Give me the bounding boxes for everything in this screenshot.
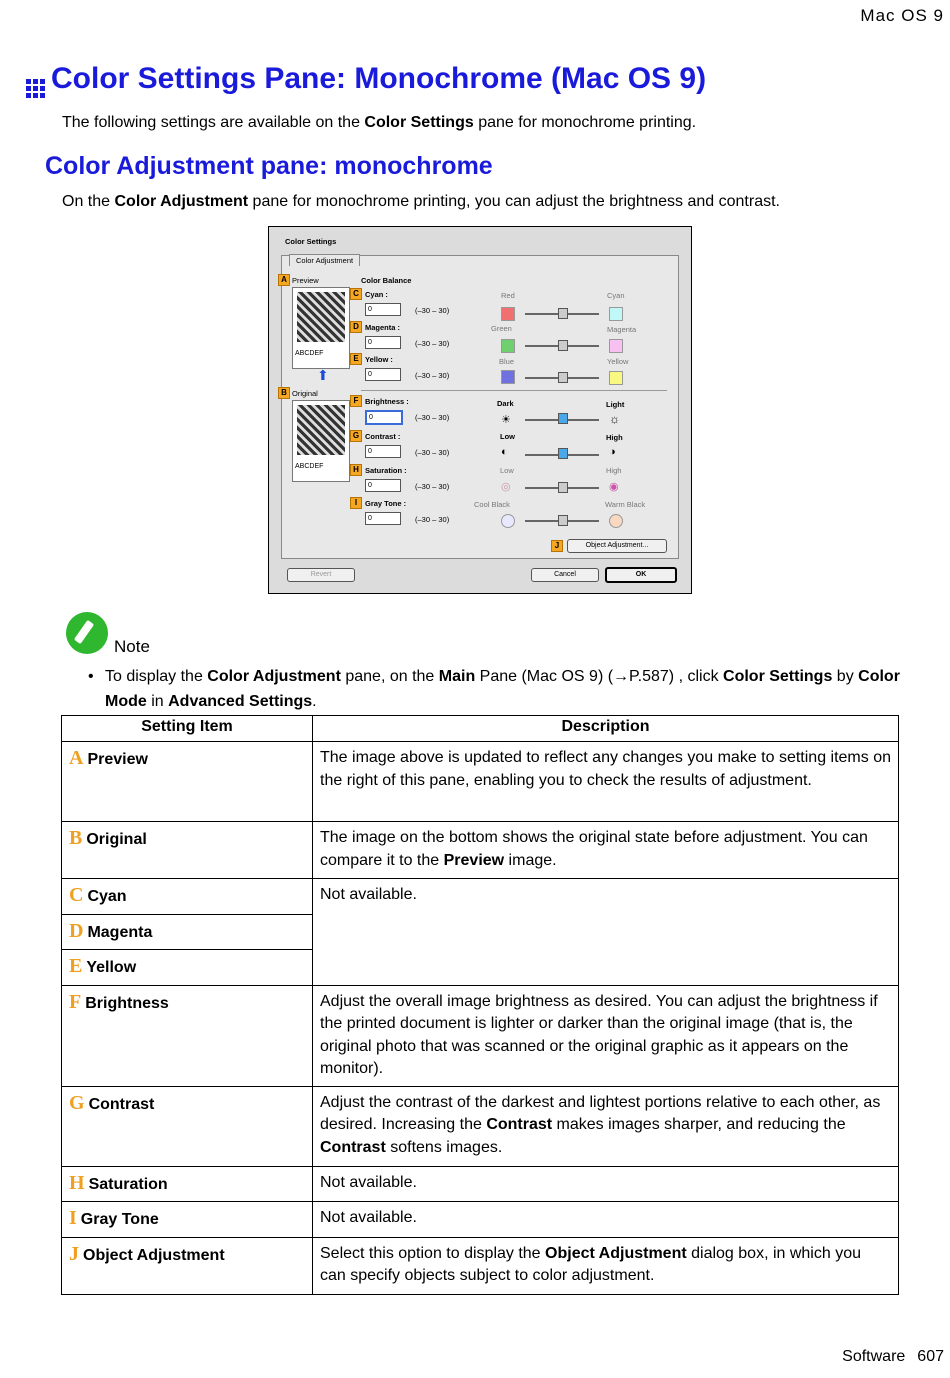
- yellow-right: Yellow: [607, 357, 629, 366]
- yellow-input[interactable]: 0: [365, 368, 401, 381]
- item-letter: B: [69, 827, 83, 849]
- yellow-label: Yellow :: [365, 355, 393, 364]
- callout-e: E: [350, 353, 362, 365]
- contrast-range: (–30 – 30): [415, 448, 450, 457]
- window-title: Color Settings: [285, 237, 337, 246]
- desc-saturation: Not available.: [313, 1166, 899, 1202]
- gray-tone-range: (–30 – 30): [415, 515, 450, 524]
- table-row: [62, 1086, 899, 1166]
- item-magenta: [62, 914, 313, 950]
- original-image: [292, 400, 350, 482]
- gray-tone-left: Cool Black: [474, 500, 510, 509]
- item-letter: A: [69, 747, 84, 769]
- brightness-range: (–30 – 30): [415, 413, 450, 422]
- table-row: [62, 1202, 899, 1238]
- callout-a: A: [278, 274, 290, 286]
- contrast-low-icon: ◐: [501, 446, 508, 458]
- item-label: Original: [86, 831, 147, 848]
- footer-section: Software: [842, 1348, 906, 1365]
- cyan-left: Red: [501, 291, 515, 300]
- section-intro-bold: Color Adjustment: [114, 193, 249, 210]
- callout-d: D: [350, 321, 362, 333]
- item-saturation: [62, 1166, 313, 1202]
- desc-brightness: Adjust the overall image brightness as desired. You can adjust the brightness if the printed document is lighter or darker than the original image (that is, the original photo that was scanned or the original graphic as it appears on the monitor).: [313, 985, 899, 1086]
- cyan-right: Cyan: [607, 291, 625, 300]
- note-text: To display the Color Adjustment pane, on the Main Pane (Mac OS 9) (→P.587) , click Color Settings by Color Mode in Advanced Settings.: [105, 668, 900, 710]
- callout-c: C: [350, 288, 362, 300]
- table-row: [62, 879, 899, 915]
- cyan-input[interactable]: 0: [365, 303, 401, 316]
- bullet-dot: •: [88, 668, 94, 685]
- preview-abc: ABCDEF: [295, 350, 324, 357]
- desc-original: The image on the bottom shows the original state before adjustment. You can compare it to the Preview image.: [313, 822, 899, 879]
- brightness-slider-knob[interactable]: [558, 413, 568, 424]
- contrast-right: High: [606, 433, 623, 442]
- magenta-input[interactable]: 0: [365, 336, 401, 349]
- contrast-label: Contrast :: [365, 432, 401, 441]
- page-number: 607: [917, 1348, 944, 1365]
- callout-i: I: [350, 497, 362, 509]
- item-cyan: [62, 879, 313, 915]
- item-label: Yellow: [86, 959, 137, 976]
- intro-bold: Color Settings: [364, 114, 474, 131]
- page-title: [26, 62, 706, 98]
- preview-image: [292, 287, 350, 369]
- item-label: Saturation: [88, 1175, 168, 1193]
- cool-black-swatch: [501, 514, 515, 528]
- magenta-range: (–30 – 30): [415, 339, 450, 348]
- revert-button[interactable]: Revert: [287, 568, 355, 582]
- callout-g: G: [350, 430, 362, 442]
- note-pencil-icon: [66, 612, 108, 654]
- note-bullet: [88, 664, 908, 714]
- cyan-range: (–30 – 30): [415, 306, 450, 315]
- table-row: [62, 1237, 899, 1294]
- item-letter: J: [69, 1242, 79, 1265]
- gray-tone-input[interactable]: 0: [365, 512, 401, 525]
- tab-color-adjustment[interactable]: Color Adjustment: [289, 254, 360, 266]
- green-swatch: [501, 339, 515, 353]
- section-heading: Color Adjustment pane: monochrome: [45, 152, 493, 180]
- desc-cmy: Not available.: [313, 879, 899, 986]
- yellow-swatch: [609, 371, 623, 385]
- cyan-swatch: [609, 307, 623, 321]
- saturation-low-icon: ◎: [501, 481, 511, 493]
- note-label: Note: [114, 637, 150, 656]
- item-original: [62, 822, 313, 879]
- item-label: Cyan: [87, 888, 127, 905]
- cyan-slider-knob[interactable]: [558, 308, 568, 319]
- sun-light-icon: ☼: [609, 412, 620, 426]
- item-letter: H: [69, 1171, 85, 1194]
- item-brightness: [62, 985, 313, 1086]
- saturation-slider-knob[interactable]: [558, 482, 568, 493]
- gray-tone-right: Warm Black: [605, 500, 646, 509]
- contrast-high-icon: ◑: [609, 446, 616, 458]
- desc-gray-tone: Not available.: [313, 1202, 899, 1238]
- item-label: Gray Tone: [80, 1211, 159, 1228]
- header-os: Mac OS 9: [860, 6, 944, 25]
- divider: [361, 390, 667, 391]
- brightness-input[interactable]: 0: [365, 410, 403, 425]
- cyan-label: Cyan :: [365, 290, 388, 299]
- color-balance-label: Color Balance: [361, 276, 412, 285]
- header-description: Description: [313, 716, 899, 742]
- settings-table: [61, 715, 899, 1295]
- saturation-left: Low: [500, 466, 514, 475]
- grid-icon: [26, 79, 45, 98]
- callout-h: H: [350, 464, 362, 476]
- item-label: Contrast: [88, 1095, 155, 1113]
- item-letter: D: [69, 919, 84, 942]
- item-letter: G: [69, 1091, 85, 1114]
- magenta-right: Magenta: [607, 325, 637, 334]
- header-setting-item: Setting Item: [62, 716, 313, 742]
- footer: [830, 1348, 944, 1366]
- object-adjustment-button[interactable]: Object Adjustment...: [567, 539, 667, 553]
- table-header-row: [62, 716, 899, 742]
- sun-dark-icon: ☀: [501, 414, 511, 426]
- table-row: [62, 822, 899, 879]
- saturation-high-icon: ◉: [609, 481, 619, 493]
- saturation-label: Saturation :: [365, 466, 407, 475]
- intro-post: pane for monochrome printing.: [473, 114, 697, 131]
- desc-object-adjustment: Select this option to display the Object Adjustment dialog box, in which you can specify objects subject to color adjustment.: [313, 1237, 899, 1294]
- brightness-label: Brightness :: [365, 397, 409, 406]
- desc-preview: The image above is updated to reflect any changes you make to setting items on the right of this pane, enabling you to check the results of adjustment.: [313, 742, 899, 822]
- intro-pre: The following settings are available on the: [62, 114, 365, 131]
- red-swatch: [501, 307, 515, 321]
- intro-paragraph: [62, 114, 696, 132]
- section-intro: [62, 193, 780, 211]
- table-row: [62, 742, 899, 822]
- original-label: Original: [292, 389, 318, 398]
- original-abc: ABCDEF: [295, 463, 324, 470]
- item-preview: [62, 742, 313, 822]
- item-object-adjustment: [62, 1237, 313, 1294]
- saturation-input[interactable]: 0: [365, 479, 401, 492]
- brightness-right: Light: [606, 400, 625, 409]
- item-label: Preview: [87, 751, 148, 768]
- table-row: [62, 1166, 899, 1202]
- contrast-left: Low: [500, 432, 515, 441]
- brightness-left: Dark: [497, 399, 514, 408]
- gray-tone-label: Gray Tone :: [365, 499, 407, 508]
- magenta-swatch: [609, 339, 623, 353]
- page-title-text: Color Settings Pane: Monochrome (Mac OS 9): [51, 62, 707, 95]
- yellow-left: Blue: [499, 357, 515, 366]
- contrast-input[interactable]: 0: [365, 445, 401, 458]
- cancel-button[interactable]: Cancel: [531, 568, 599, 582]
- dialog-screenshot: [268, 226, 692, 594]
- table-row: [62, 985, 899, 1086]
- yellow-range: (–30 – 30): [415, 371, 450, 380]
- item-label: Magenta: [87, 923, 153, 941]
- magenta-slider-knob[interactable]: [558, 340, 568, 351]
- magenta-label: Magenta :: [365, 323, 401, 332]
- item-gray-tone: [62, 1202, 313, 1238]
- magenta-left: Green: [491, 324, 512, 333]
- preview-label: Preview: [292, 276, 319, 285]
- item-label: Brightness: [85, 994, 169, 1012]
- item-yellow: [62, 950, 313, 986]
- saturation-right: High: [606, 466, 622, 475]
- item-letter: C: [69, 884, 84, 906]
- callout-f: F: [350, 395, 362, 407]
- ok-button[interactable]: OK: [605, 567, 677, 583]
- section-intro-post: pane for monochrome printing, you can adjust the brightness and contrast.: [248, 193, 780, 210]
- gray-tone-slider-knob[interactable]: [558, 515, 568, 526]
- item-letter: E: [69, 955, 83, 977]
- arrow-up-icon: ⬆: [317, 367, 329, 383]
- item-label: Object Adjustment: [83, 1246, 225, 1264]
- blue-swatch: [501, 370, 515, 384]
- item-letter: I: [69, 1207, 77, 1229]
- section-intro-pre: On the: [62, 193, 115, 210]
- callout-j: J: [551, 540, 563, 552]
- callout-b: B: [278, 387, 290, 399]
- item-contrast: [62, 1086, 313, 1166]
- saturation-range: (–30 – 30): [415, 482, 450, 491]
- warm-black-swatch: [609, 514, 623, 528]
- desc-contrast: Adjust the contrast of the darkest and lightest portions relative to each other, as desired. Increasing the Contrast makes images sharper, and reducing the Contrast softens images.: [313, 1086, 899, 1166]
- item-letter: F: [69, 990, 82, 1013]
- yellow-slider-knob[interactable]: [558, 372, 568, 383]
- contrast-slider-knob[interactable]: [558, 448, 568, 459]
